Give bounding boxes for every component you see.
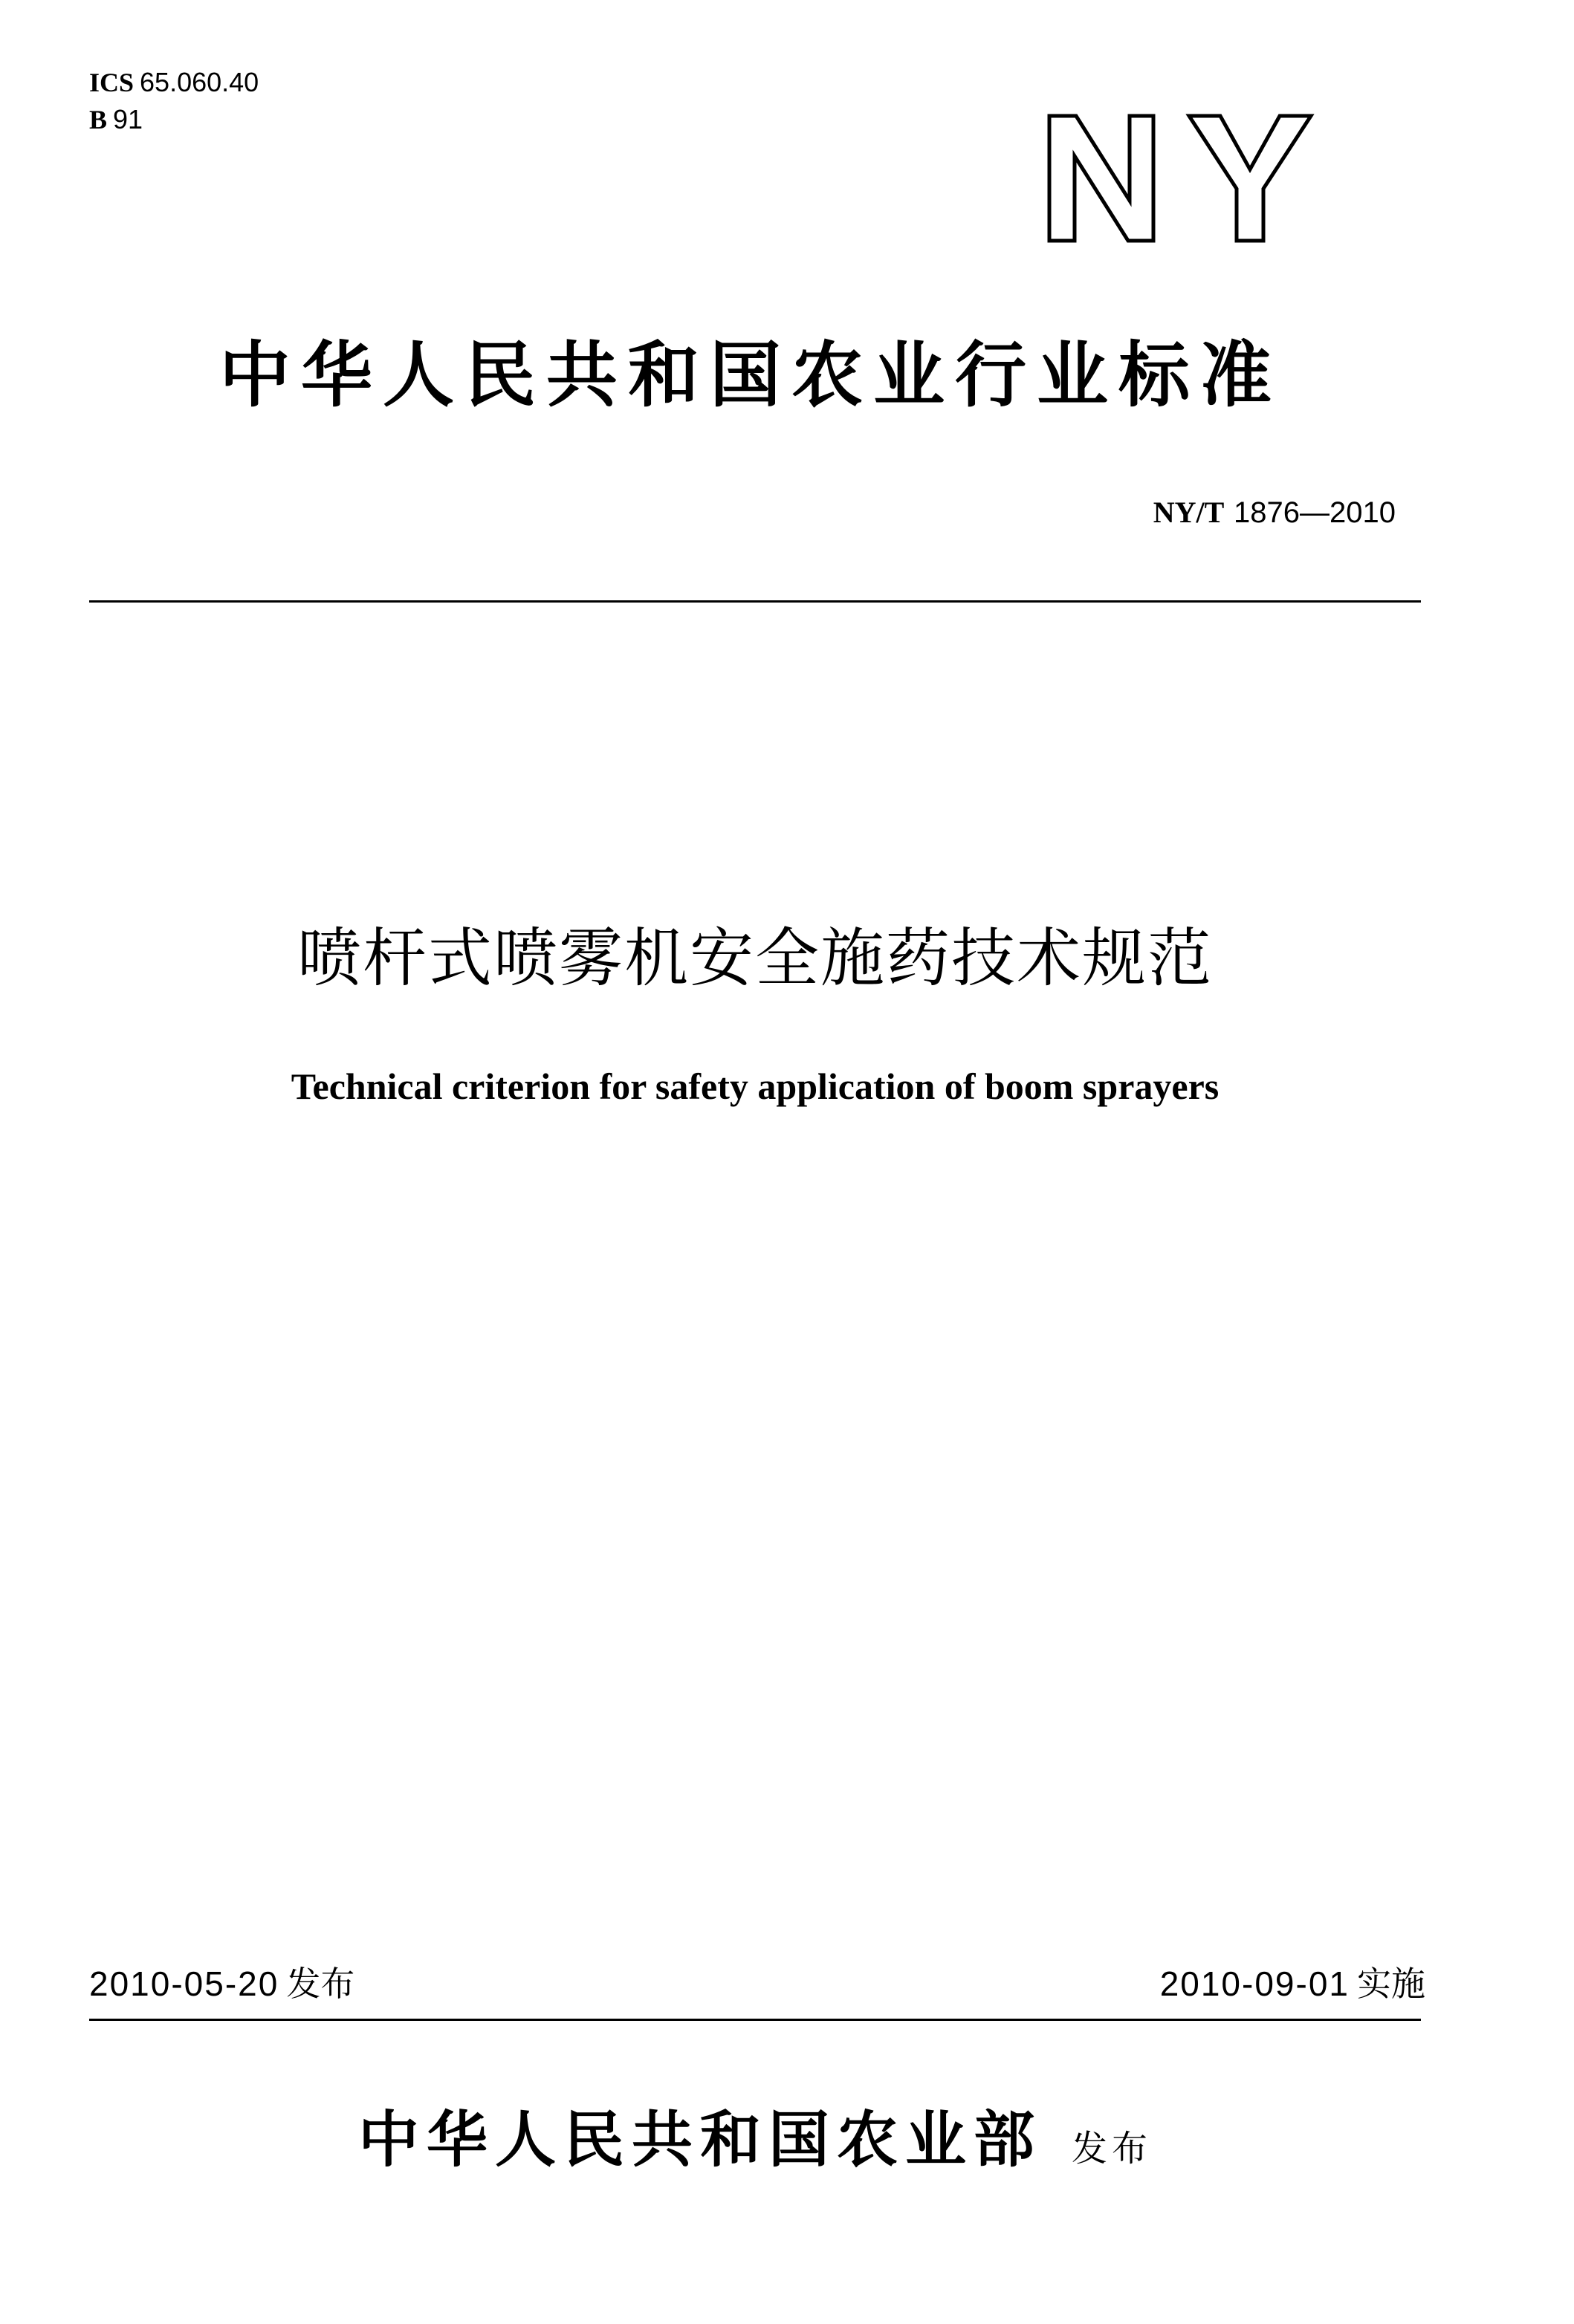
class-code: 91 <box>113 104 143 134</box>
issuer <box>89 2095 1421 2201</box>
ny-logo-letter-n <box>1049 116 1153 241</box>
ics-line <box>89 64 259 101</box>
bottom-divider <box>89 2019 1421 2021</box>
issuer-suffix: 发布 <box>1072 2128 1153 2169</box>
standard-number <box>1153 494 1396 531</box>
publish-date-value: 2010-05-20 <box>89 1964 279 2003</box>
organization-title: 中华人民共和国农业行业标准 <box>219 334 1282 417</box>
title-english: Technical criterion for safety application of boom sprayers <box>291 1065 1220 1107</box>
ny-logo-text: NY <box>1176 195 1187 203</box>
effective-date <box>1160 1961 1425 2006</box>
ny-logo <box>1040 111 1323 245</box>
top-divider <box>89 600 1421 603</box>
ics-classification <box>89 64 259 138</box>
publish-date-label: 发布 <box>286 1964 355 2004</box>
class-line <box>89 101 259 138</box>
publish-date <box>89 1961 354 2006</box>
ics-label: ICS <box>89 68 135 97</box>
standard-number-prefix: NY/T <box>1153 496 1225 529</box>
effective-date-value: 2010-09-01 <box>1159 1964 1350 2003</box>
effective-date-label: 实施 <box>1357 1964 1425 2004</box>
ny-logo-letter-y <box>1189 116 1311 241</box>
standard-number-value: 1876—2010 <box>1234 496 1396 529</box>
class-label: B <box>89 105 108 134</box>
issuer-name: 中华人民共和国农业部 <box>357 2104 1042 2175</box>
ics-code: 65.060.40 <box>140 67 259 97</box>
title-chinese: 喷杆式喷雾机安全施药技术规范 <box>297 921 1213 996</box>
